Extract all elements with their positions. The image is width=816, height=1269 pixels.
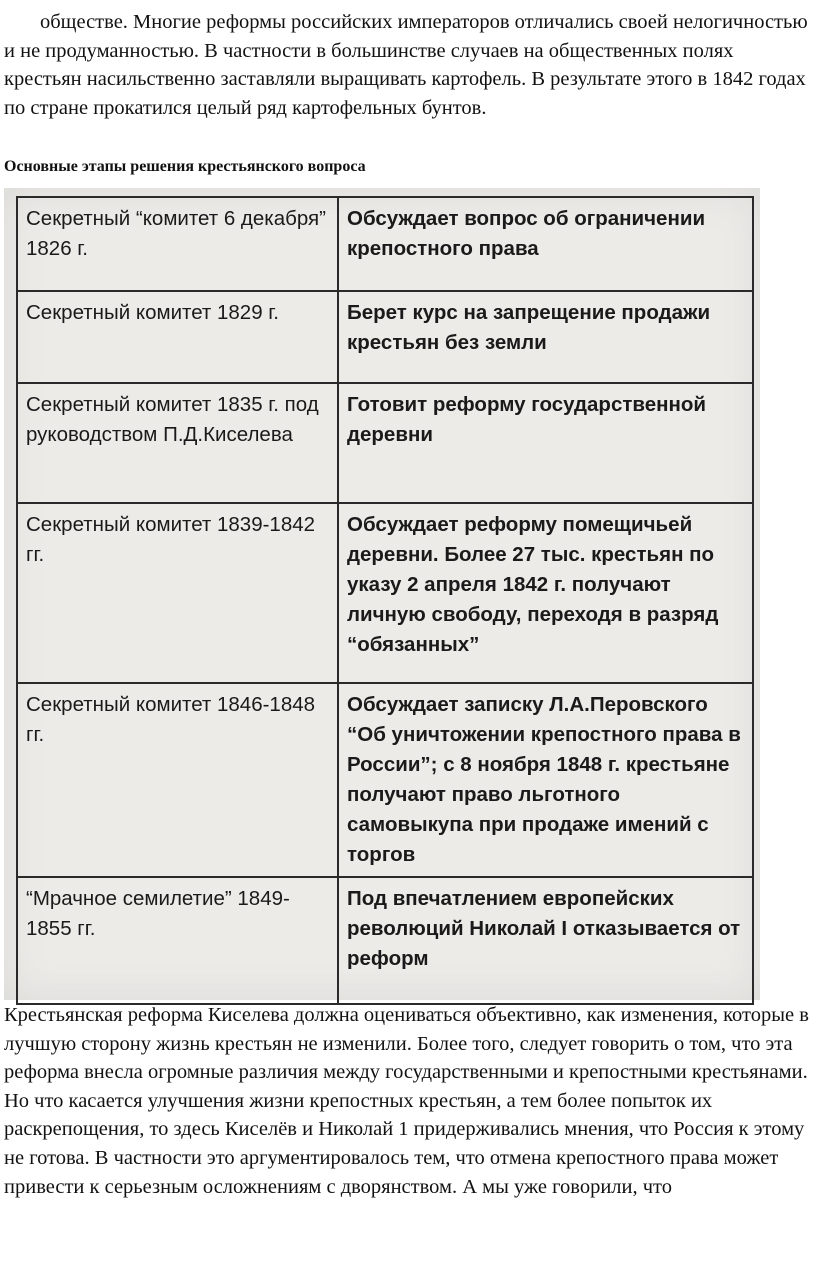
- stage-name: Секретный комитет 1829 г.: [17, 291, 338, 383]
- stage-description: Берет курс на запрещение продажи крестьян без земли: [338, 291, 753, 383]
- table-row: [17, 683, 753, 877]
- stage-name: Секретный комитет 1846-1848 гг.: [17, 683, 338, 877]
- stage-name: Секретный “комитет 6 декабря” 1826 г.: [17, 197, 338, 291]
- stage-name: Секретный комитет 1839-1842 гг.: [17, 503, 338, 683]
- intro-paragraph: обществе. Многие реформы российских императоров отличались своей нелогичностью и не продуманностью. В частности в большинстве случаев на общественных полях крестьян насильственно заставляли выращивать картофель. В результате этого в 1842 годах по стране прокатился целый ряд картофельных бунтов.: [4, 11, 808, 119]
- stage-description: Под впечатлением европейских революций Николай I отказывается от реформ: [338, 877, 753, 1004]
- table-row: [17, 383, 753, 503]
- stage-description: Обсуждает записку Л.А.Перовского “Об уничтожении крепостного права в России”; с 8 ноября 1848 г. крестьяне получают право льготного самовыкупа при продаже имений с торгов: [338, 683, 753, 877]
- table-row: [17, 291, 753, 383]
- stage-description: Обсуждает вопрос об ограничении крепостного права: [338, 197, 753, 291]
- stage-description: Готовит реформу государственной деревни: [338, 383, 753, 503]
- table-heading: Основные этапы решения крестьянского вопроса: [4, 158, 366, 175]
- stage-description: Обсуждает реформу помещичьей деревни. Более 27 тыс. крестьян по указу 2 апреля 1842 г. получают личную свободу, переходя в разряд “обязанных”: [338, 503, 753, 683]
- scanned-table-image: [4, 188, 760, 1000]
- table-row: [17, 503, 753, 683]
- table-row: [17, 877, 753, 1004]
- closing-paragraph: Крестьянская реформа Киселева должна оцениваться объективно, как изменения, которые в лучшую сторону жизнь крестьян не изменили. Более того, следует говорить о том, что эта реформа внесла огромные различия между государственными и крепостными крестьянами. Но что касается улучшения жизни крепостных крестьян, а тем более попыток их раскрепощения, то здесь Киселёв и Николай 1 придерживались мнения, что Россия к этому не готова. В частности это аргументировалось тем, что отмена крепостного права может привести к серьезным осложнениям с дворянством. А мы уже говорили, что: [4, 1004, 809, 1198]
- stage-name: “Мрачное семилетие” 1849-1855 гг.: [17, 877, 338, 1004]
- stage-name: Секретный комитет 1835 г. под руководством П.Д.Киселева: [17, 383, 338, 503]
- stages-table: [16, 196, 754, 1005]
- table-row: [17, 197, 753, 291]
